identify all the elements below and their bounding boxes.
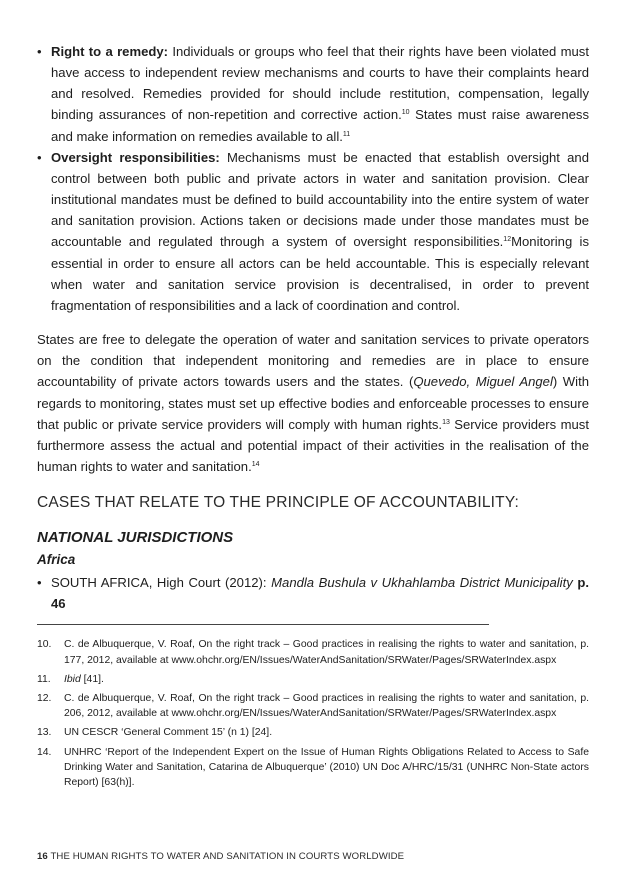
bullet-text: Individuals or groups who feel that their rights have been violated must have access to independent review mechanisms and courts to have their complaints heard and resolved. Remedies provided for should include restitution, compensation, legally binding assurances of non-repetition and corrective action.	[51, 44, 589, 123]
bullet-lead: Oversight responsibilities:	[51, 149, 220, 165]
body-paragraph	[37, 329, 589, 477]
case-court: SOUTH AFRICA, High Court (2012):	[51, 575, 272, 591]
bullet-marker: •	[37, 149, 42, 165]
footnote-number: 11.	[37, 673, 51, 685]
paragraph-author: Quevedo, Miguel Angel	[413, 374, 553, 390]
page-body	[37, 41, 589, 794]
case-item	[37, 572, 589, 614]
footnote-ref[interactable]: 12	[503, 236, 512, 244]
footnote	[37, 637, 589, 667]
bullet-oversight	[37, 147, 589, 316]
running-title: THE HUMAN RIGHTS TO WATER AND SANITATION IN COURTS WORLDWIDE	[47, 851, 405, 862]
case-list	[37, 572, 589, 614]
footnote-ref[interactable]: 11	[342, 130, 351, 138]
footnote-text: UNHRC ‘Report of the Independent Expert on the Issue of Human Rights Obligations Related to Access to Safe Drinking Water and Sanitation, Catarina de Albuquerque’ (2010) UN Doc A/HRC/15/31 (UNHRC Non-State actors Report) [63(h)].	[64, 746, 589, 789]
footnote-number: 14.	[37, 746, 52, 758]
bullet-lead: Right to a remedy:	[51, 44, 169, 59]
footnote-text: [41].	[80, 673, 104, 685]
footnote-number: 10.	[37, 639, 52, 651]
footnote-text: C. de Albuquerque, V. Roaf, On the right track – Good practices in realising the rights to water and sanitation, p. 206, 2012, available at www.ohchr.org/EN/Issues/WaterAndSanitation/SRWater/Pages/SRWaterIndex.aspx	[64, 693, 589, 720]
footnote-ref[interactable]: 14	[251, 460, 260, 468]
footnote	[37, 691, 589, 721]
bullet-marker: •	[37, 575, 42, 591]
bullet-text-continued: States must raise awareness and make information on remedies available to all.	[51, 107, 589, 144]
bullet-right-to-remedy	[37, 41, 589, 147]
paragraph-text: Service providers must furthermore assess the actual and potential impact of their activities in the realisation of the human rights to water and sanitation.	[37, 416, 589, 474]
footnote-text: UN CESCR ‘General Comment 15’ (n 1) [24].	[64, 727, 273, 739]
footnote-divider	[37, 624, 489, 625]
footnote	[37, 672, 589, 687]
bullet-marker: •	[37, 44, 42, 59]
case-name: Mandla Bushula v Ukhahlamba District Municipality	[271, 575, 573, 591]
page-footer	[37, 851, 404, 862]
principles-list	[37, 41, 589, 316]
footnote	[37, 725, 589, 740]
case-page-ref[interactable]: p. 46	[51, 575, 590, 612]
section-heading: CASES THAT RELATE TO THE PRINCIPLE OF ACCOUNTABILITY:	[37, 494, 520, 512]
footnote-text: C. de Albuquerque, V. Roaf, On the right track – Good practices in realising the rights to water and sanitation, p. 177, 2012, available at www.ohchr.org/EN/Issues/WaterAndSanitation/SRWater/Pages/SRWaterIndex.aspx	[64, 639, 589, 666]
footnote-text-wrapper	[64, 672, 589, 687]
paragraph-text: ) With regards to monitoring, states must set up effective bodies and enforceable processes to ensure that public or private service providers will comply with human rights.	[37, 374, 589, 432]
bullet-text: Mechanisms must be enacted that establish oversight and control between both public and private actors in water and sanitation provision. Clear institutional mandates must be defined to build accountability into the entire system of water and sanitation provision. Actions taken or decisions made under those mandates must be accountable and regulated through a system of oversight responsibilities.	[51, 149, 589, 250]
bullet-text-continued: Monitoring is essential in order to ensure all actors can be held accountable. This is especially relevant when water and sanitation service provision is decentralised, in order to prevent fragmentation of responsibilities and a lack of coordination and control.	[51, 234, 589, 313]
page-number: 16	[37, 851, 48, 862]
footnote-italic: Ibid	[64, 673, 81, 685]
footnote	[37, 745, 589, 791]
footnote-ref[interactable]: 13	[442, 418, 450, 426]
footnotes	[37, 637, 589, 790]
footnote-number: 13.	[37, 727, 52, 739]
paragraph-text: States are free to delegate the operation of water and sanitation services to private operators on the condition that independent monitoring and remedies are in place to ensure accountability of private actors towards users and the states. (	[37, 332, 589, 390]
jurisdiction-heading: NATIONAL JURISDICTIONS	[37, 529, 234, 547]
region-heading: Africa	[37, 552, 76, 568]
footnote-number: 12.	[37, 693, 52, 705]
footnote-ref[interactable]: 10	[401, 109, 410, 117]
